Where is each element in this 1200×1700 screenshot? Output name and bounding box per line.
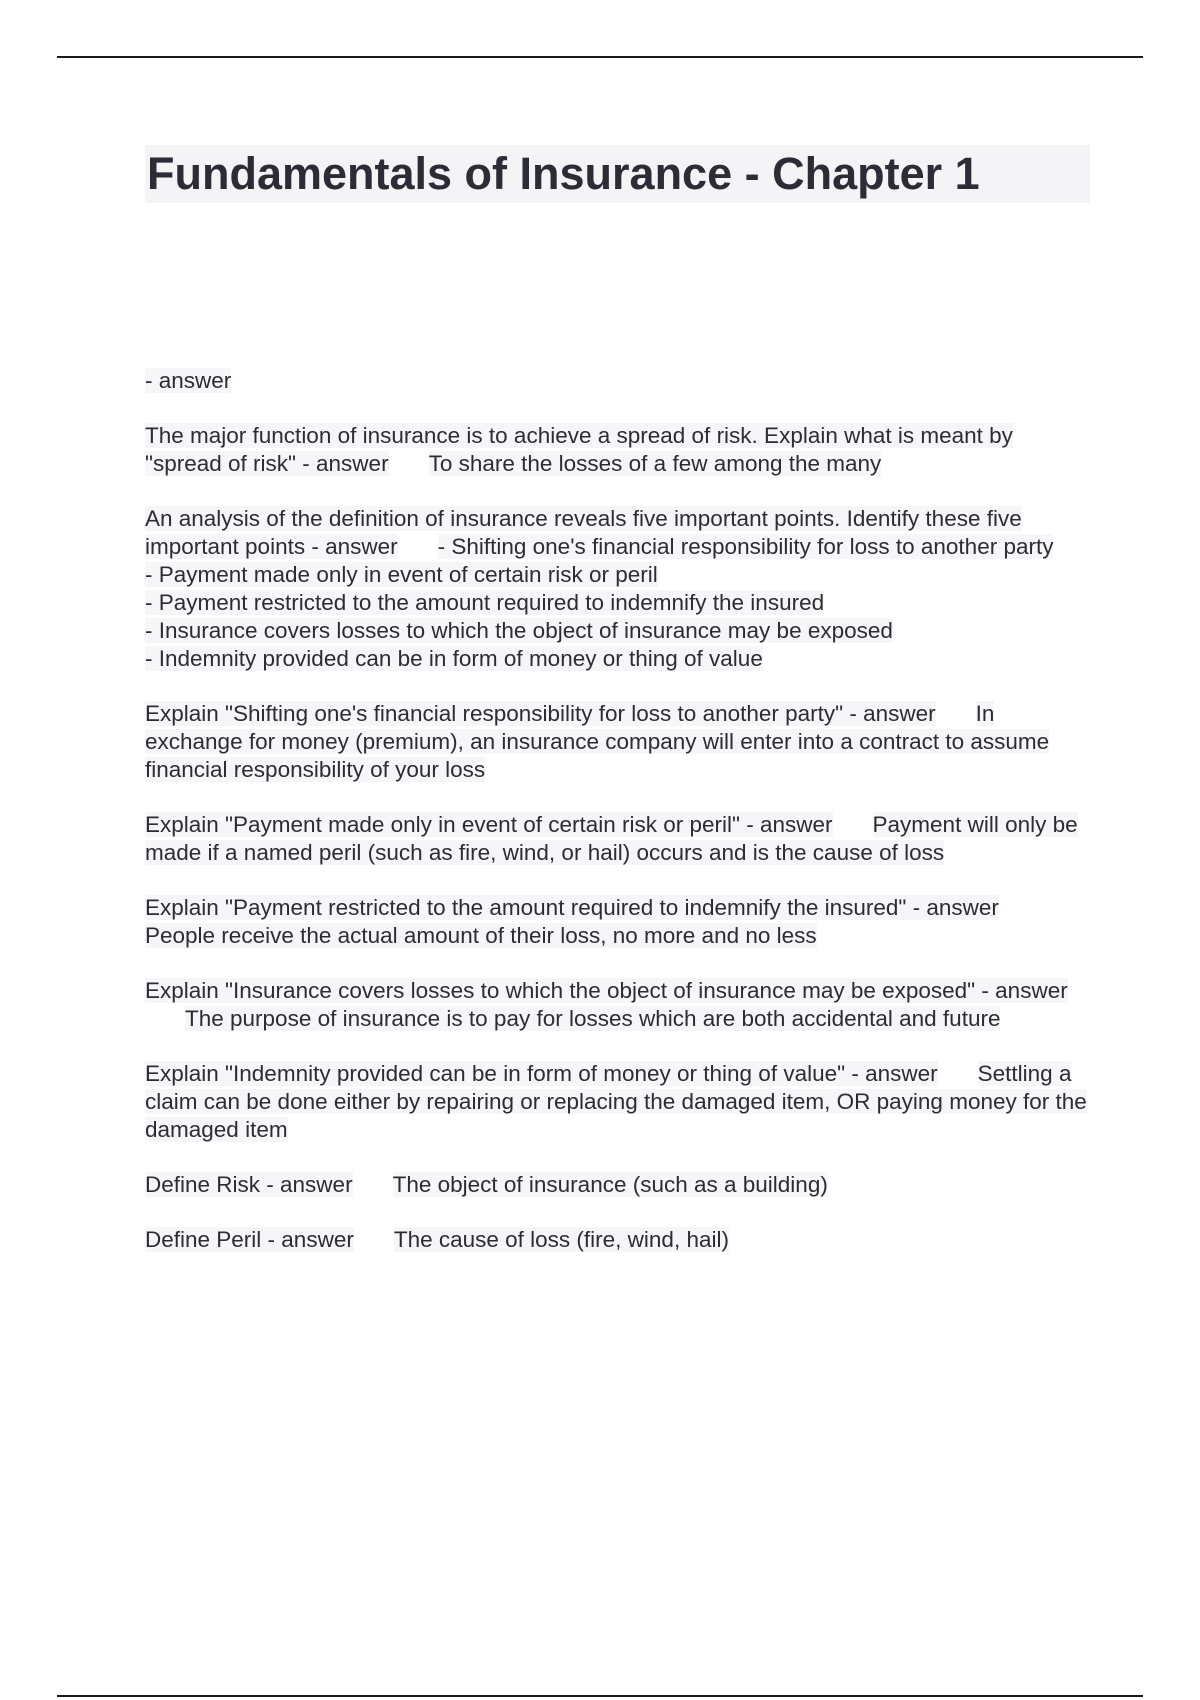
flashcard-item	[145, 1226, 1095, 1254]
question-text: Explain "Payment restricted to the amount required to indemnify the insured" - answer	[145, 895, 999, 920]
flashcard-item	[145, 505, 1095, 673]
answer-text: Payment will only be made if a named peril (such as fire, wind, or hail) occurs and is the cause of loss	[145, 812, 1078, 865]
flashcard-item	[145, 1060, 1095, 1144]
flashcard-item	[145, 367, 1095, 395]
answer-text: In exchange for money (premium), an insurance company will enter into a contract to assume financial responsibility of your loss	[145, 701, 1050, 782]
question-text: The major function of insurance is to achieve a spread of risk. Explain what is meant by "spread of risk" - answer	[145, 423, 1013, 476]
answer-text: The object of insurance (such as a building)	[392, 1172, 828, 1197]
flashcard-list	[145, 367, 1095, 1281]
question-text: Define Risk - answer	[145, 1172, 353, 1197]
question-text: Define Peril - answer	[145, 1227, 354, 1252]
top-rule	[57, 56, 1143, 58]
answer-text: Settling a claim can be done either by repairing or replacing the damaged item, OR paying money for the damaged item	[145, 1061, 1087, 1142]
question-text: Explain "Payment made only in event of certain risk or peril" - answer	[145, 812, 833, 837]
answer-text: - Shifting one's financial responsibility for loss to another party - Payment made only in event of certain risk or peril - Payment restricted to the amount required to indemnify the insured - Insurance covers losses to which the object of insurance may be exposed - Indemnity provided can be in form of money or thing of value	[145, 534, 1054, 671]
flashcard-item	[145, 1171, 1095, 1199]
document-title: Fundamentals of Insurance - Chapter 1	[145, 145, 1090, 203]
answer-text: The cause of loss (fire, wind, hail)	[393, 1227, 729, 1252]
answer-text: To share the losses of a few among the many	[428, 451, 882, 476]
flashcard-item	[145, 894, 1095, 950]
flashcard-item	[145, 977, 1095, 1033]
bottom-rule	[57, 1695, 1143, 1697]
question-text: An analysis of the definition of insurance reveals five important points. Identify these five important points - answer	[145, 506, 1022, 559]
question-text: Explain "Indemnity provided can be in form of money or thing of value" - answer	[145, 1061, 938, 1086]
question-text: Explain "Shifting one's financial responsibility for loss to another party" - answer	[145, 701, 936, 726]
flashcard-item	[145, 422, 1095, 478]
question-text: Explain "Insurance covers losses to which the object of insurance may be exposed" - answer	[145, 978, 1068, 1003]
flashcard-item	[145, 811, 1095, 867]
answer-text: People receive the actual amount of their loss, no more and no less	[145, 923, 817, 948]
question-text: - answer	[145, 368, 232, 393]
answer-text: The purpose of insurance is to pay for losses which are both accidental and future	[185, 1006, 1001, 1031]
flashcard-item	[145, 700, 1095, 784]
